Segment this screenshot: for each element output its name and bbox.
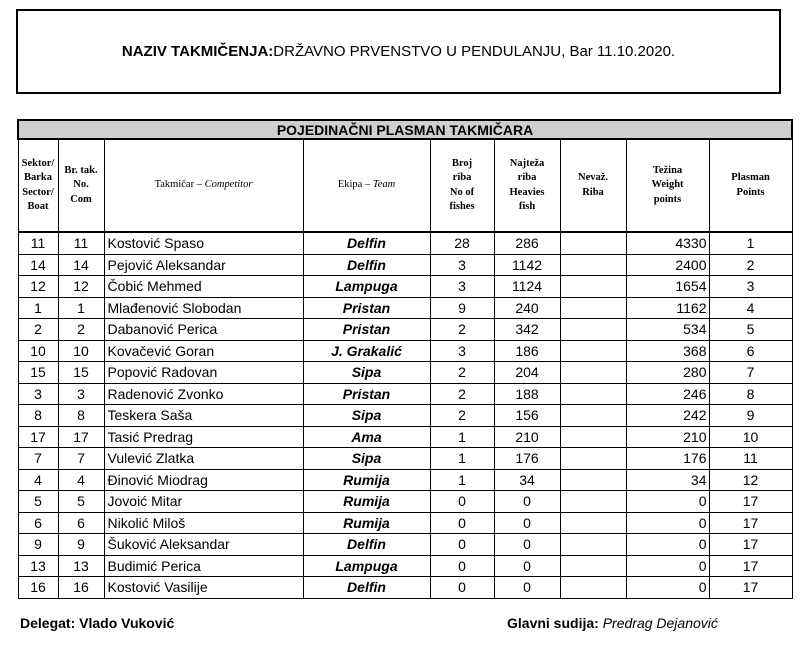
cell-sector: 4 <box>18 469 58 491</box>
cell-weight: 0 <box>626 491 709 513</box>
cell-heaviest: 34 <box>494 469 560 491</box>
cell-competitor: Mlađenović Slobodan <box>104 297 303 319</box>
cell-invalid <box>560 469 626 491</box>
table-row <box>18 448 792 470</box>
cell-competitor: Jovoić Mitar <box>104 491 303 513</box>
cell-competitor: Đinović Miodrag <box>104 469 303 491</box>
cell-placement: 17 <box>709 555 792 577</box>
cell-competitor: Radenović Zvonko <box>104 383 303 405</box>
table-row <box>18 319 792 341</box>
cell-invalid <box>560 232 626 254</box>
cell-heaviest: 176 <box>494 448 560 470</box>
cell-placement: 17 <box>709 577 792 599</box>
cell-invalid <box>560 297 626 319</box>
cell-sector: 3 <box>18 383 58 405</box>
cell-weight: 246 <box>626 383 709 405</box>
cell-number: 12 <box>58 276 104 298</box>
cell-weight: 0 <box>626 555 709 577</box>
cell-invalid <box>560 254 626 276</box>
cell-competitor: Teskera Saša <box>104 405 303 427</box>
cell-placement: 3 <box>709 276 792 298</box>
cell-number: 17 <box>58 426 104 448</box>
col-number: Br. tak. No. Com <box>58 139 104 232</box>
cell-competitor: Nikolić Miloš <box>104 512 303 534</box>
cell-number: 1 <box>58 297 104 319</box>
results-table <box>17 119 793 599</box>
cell-fish-count: 9 <box>430 297 494 319</box>
cell-placement: 4 <box>709 297 792 319</box>
cell-competitor: Tasić Predrag <box>104 426 303 448</box>
cell-fish-count: 1 <box>430 448 494 470</box>
cell-heaviest: 0 <box>494 491 560 513</box>
cell-fish-count: 1 <box>430 469 494 491</box>
table-row <box>18 362 792 384</box>
cell-fish-count: 0 <box>430 534 494 556</box>
cell-team: Sipa <box>303 362 430 384</box>
cell-team: Ama <box>303 426 430 448</box>
cell-competitor: Čobić Mehmed <box>104 276 303 298</box>
cell-weight: 2400 <box>626 254 709 276</box>
cell-team: J. Grakalić <box>303 340 430 362</box>
cell-invalid <box>560 383 626 405</box>
cell-weight: 280 <box>626 362 709 384</box>
cell-placement: 17 <box>709 534 792 556</box>
cell-placement: 17 <box>709 491 792 513</box>
cell-sector: 5 <box>18 491 58 513</box>
col-invalid: Nevaž. Riba <box>560 139 626 232</box>
cell-sector: 10 <box>18 340 58 362</box>
cell-invalid <box>560 405 626 427</box>
cell-placement: 9 <box>709 405 792 427</box>
cell-sector: 7 <box>18 448 58 470</box>
cell-placement: 1 <box>709 232 792 254</box>
competition-label: NAZIV TAKMIČENJA: <box>121 43 274 60</box>
column-header-row <box>18 139 792 232</box>
cell-fish-count: 2 <box>430 405 494 427</box>
table-row <box>18 512 792 534</box>
cell-competitor: Kostović Spaso <box>104 232 303 254</box>
table-row <box>18 534 792 556</box>
cell-heaviest: 156 <box>494 405 560 427</box>
cell-invalid <box>560 491 626 513</box>
cell-sector: 9 <box>18 534 58 556</box>
table-row <box>18 276 792 298</box>
cell-team: Rumija <box>303 469 430 491</box>
cell-number: 10 <box>58 340 104 362</box>
cell-fish-count: 0 <box>430 491 494 513</box>
cell-team: Delfin <box>303 232 430 254</box>
cell-heaviest: 0 <box>494 534 560 556</box>
col-sector: Sektor/ Barka Sector/ Boat <box>18 139 58 232</box>
cell-sector: 11 <box>18 232 58 254</box>
cell-number: 16 <box>58 577 104 599</box>
cell-invalid <box>560 534 626 556</box>
cell-heaviest: 342 <box>494 319 560 341</box>
cell-competitor: Popović Radovan <box>104 362 303 384</box>
judge-name: Predrag Dejanović <box>602 615 718 631</box>
cell-fish-count: 3 <box>430 276 494 298</box>
cell-competitor: Šuković Aleksandar <box>104 534 303 556</box>
cell-heaviest: 0 <box>494 577 560 599</box>
cell-heaviest: 188 <box>494 383 560 405</box>
cell-number: 15 <box>58 362 104 384</box>
cell-placement: 8 <box>709 383 792 405</box>
cell-invalid <box>560 448 626 470</box>
cell-fish-count: 1 <box>430 426 494 448</box>
cell-competitor: Kostović Vasilije <box>104 577 303 599</box>
cell-heaviest: 204 <box>494 362 560 384</box>
cell-team: Rumija <box>303 491 430 513</box>
cell-fish-count: 0 <box>430 512 494 534</box>
cell-invalid <box>560 319 626 341</box>
table-row <box>18 426 792 448</box>
cell-placement: 2 <box>709 254 792 276</box>
cell-placement: 12 <box>709 469 792 491</box>
cell-placement: 7 <box>709 362 792 384</box>
cell-fish-count: 3 <box>430 254 494 276</box>
cell-fish-count: 0 <box>430 577 494 599</box>
cell-heaviest: 186 <box>494 340 560 362</box>
cell-heaviest: 286 <box>494 232 560 254</box>
cell-fish-count: 28 <box>430 232 494 254</box>
cell-sector: 8 <box>18 405 58 427</box>
cell-placement: 5 <box>709 319 792 341</box>
cell-competitor: Budimić Perica <box>104 555 303 577</box>
cell-sector: 1 <box>18 297 58 319</box>
table-row <box>18 254 792 276</box>
cell-number: 6 <box>58 512 104 534</box>
cell-weight: 368 <box>626 340 709 362</box>
cell-number: 14 <box>58 254 104 276</box>
competition-title-box <box>16 9 781 94</box>
cell-heaviest: 210 <box>494 426 560 448</box>
col-placement: Plasman Points <box>709 139 792 232</box>
cell-invalid <box>560 426 626 448</box>
table-row <box>18 297 792 319</box>
col-competitor: Takmičar – Competitor <box>104 139 303 232</box>
cell-competitor: Vulević Zlatka <box>104 448 303 470</box>
cell-sector: 13 <box>18 555 58 577</box>
cell-sector: 12 <box>18 276 58 298</box>
cell-weight: 1654 <box>626 276 709 298</box>
cell-competitor: Dabanović Perica <box>104 319 303 341</box>
competition-name: DRŽAVNO PRVENSTVO U PENDULANJU, Bar 11.10.2020. <box>273 43 676 60</box>
chief-judge <box>507 615 718 631</box>
cell-sector: 6 <box>18 512 58 534</box>
cell-placement: 6 <box>709 340 792 362</box>
cell-placement: 10 <box>709 426 792 448</box>
cell-team: Lampuga <box>303 276 430 298</box>
cell-heaviest: 0 <box>494 512 560 534</box>
cell-number: 5 <box>58 491 104 513</box>
cell-weight: 0 <box>626 577 709 599</box>
cell-team: Rumija <box>303 512 430 534</box>
cell-team: Delfin <box>303 254 430 276</box>
cell-number: 9 <box>58 534 104 556</box>
cell-invalid <box>560 340 626 362</box>
cell-team: Delfin <box>303 534 430 556</box>
table-row <box>18 232 792 254</box>
cell-invalid <box>560 362 626 384</box>
table-row <box>18 469 792 491</box>
cell-weight: 1162 <box>626 297 709 319</box>
cell-invalid <box>560 577 626 599</box>
table-heading: POJEDINAČNI PLASMAN TAKMIČARA <box>18 120 792 139</box>
cell-team: Pristan <box>303 297 430 319</box>
cell-team: Sipa <box>303 448 430 470</box>
cell-weight: 0 <box>626 512 709 534</box>
cell-weight: 534 <box>626 319 709 341</box>
judge-label: Glavni sudija: <box>507 615 603 631</box>
cell-invalid <box>560 555 626 577</box>
cell-team: Pristan <box>303 319 430 341</box>
delegate: Delegat: Vlado Vuković <box>20 615 175 631</box>
cell-fish-count: 3 <box>430 340 494 362</box>
table-row <box>18 405 792 427</box>
cell-competitor: Pejović Aleksandar <box>104 254 303 276</box>
cell-placement: 11 <box>709 448 792 470</box>
cell-weight: 242 <box>626 405 709 427</box>
cell-weight: 34 <box>626 469 709 491</box>
cell-invalid <box>560 512 626 534</box>
cell-fish-count: 2 <box>430 383 494 405</box>
col-team: Ekipa – Team <box>303 139 430 232</box>
cell-placement: 17 <box>709 512 792 534</box>
cell-sector: 16 <box>18 577 58 599</box>
cell-fish-count: 2 <box>430 319 494 341</box>
cell-fish-count: 2 <box>430 362 494 384</box>
table-row <box>18 383 792 405</box>
cell-weight: 4330 <box>626 232 709 254</box>
cell-number: 3 <box>58 383 104 405</box>
cell-number: 13 <box>58 555 104 577</box>
cell-fish-count: 0 <box>430 555 494 577</box>
cell-team: Pristan <box>303 383 430 405</box>
cell-weight: 210 <box>626 426 709 448</box>
cell-heaviest: 240 <box>494 297 560 319</box>
cell-weight: 0 <box>626 534 709 556</box>
col-heaviest: Najteža riba Heavies fish <box>494 139 560 232</box>
cell-number: 7 <box>58 448 104 470</box>
cell-sector: 15 <box>18 362 58 384</box>
cell-number: 2 <box>58 319 104 341</box>
cell-number: 11 <box>58 232 104 254</box>
cell-heaviest: 1124 <box>494 276 560 298</box>
table-row <box>18 491 792 513</box>
cell-team: Sipa <box>303 405 430 427</box>
cell-sector: 2 <box>18 319 58 341</box>
cell-number: 8 <box>58 405 104 427</box>
col-weight: Težina Weight points <box>626 139 709 232</box>
cell-number: 4 <box>58 469 104 491</box>
cell-team: Delfin <box>303 577 430 599</box>
cell-team: Lampuga <box>303 555 430 577</box>
cell-invalid <box>560 276 626 298</box>
table-row <box>18 340 792 362</box>
cell-weight: 176 <box>626 448 709 470</box>
table-row <box>18 577 792 599</box>
cell-heaviest: 1142 <box>494 254 560 276</box>
cell-sector: 17 <box>18 426 58 448</box>
cell-sector: 14 <box>18 254 58 276</box>
table-row <box>18 555 792 577</box>
col-fish-count: Broj riba No of fishes <box>430 139 494 232</box>
cell-competitor: Kovačević Goran <box>104 340 303 362</box>
cell-heaviest: 0 <box>494 555 560 577</box>
